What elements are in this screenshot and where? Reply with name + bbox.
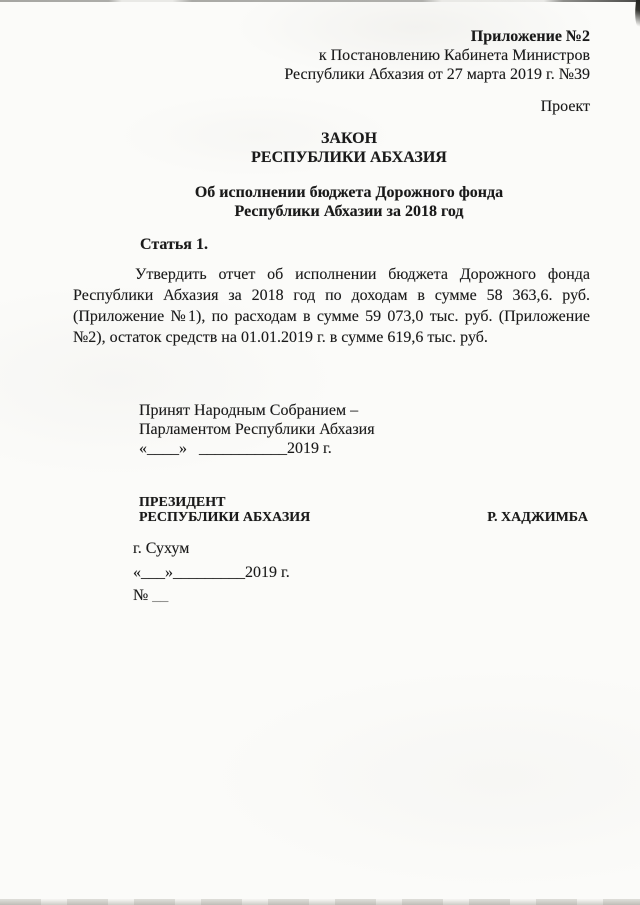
- appendix-header: [284, 27, 590, 84]
- law-subtitle-line1: Об исполнении бюджета Дорожного фонда: [194, 184, 504, 201]
- adoption-date-blank: «____» ___________2019 г.: [139, 440, 332, 457]
- adoption-line1: Принят Народным Собранием –: [139, 402, 359, 419]
- president-post-line1: ПРЕЗИДЕНТ: [139, 495, 226, 510]
- article-body-line: Республики Абхазия за 2018 год по доходам в сумме 58 363,6. руб.: [73, 287, 590, 304]
- law-subtitle-line2: Республики Абхазии за 2018 год: [234, 203, 464, 220]
- scan-top-edge-artifact: [0, 0, 640, 2]
- number-sign: №: [133, 587, 149, 604]
- president-name: Р. ХАДЖИМБА: [487, 510, 588, 525]
- article-body: [73, 264, 590, 348]
- article-body-line: Утвердить отчет об исполнении бюджета Дорожного фонда: [135, 266, 590, 283]
- signature-date-blank: «___»_________2019 г.: [133, 564, 290, 581]
- president-row: [139, 510, 588, 525]
- draft-label: Проект: [540, 98, 590, 115]
- number-blank-line: __: [152, 587, 169, 604]
- signature-block: [139, 495, 588, 525]
- scan-bottom-edge-artifact: [0, 899, 640, 905]
- law-subtitle: [73, 183, 625, 221]
- law-title-line1: ЗАКОН: [320, 130, 378, 147]
- adoption-block: [139, 401, 375, 458]
- appendix-label: Приложение №2: [470, 28, 590, 45]
- signature-city: г. Сухум: [133, 540, 190, 557]
- adoption-line2: Парламентом Республики Абхазия: [139, 421, 375, 438]
- law-title: [73, 129, 625, 167]
- law-title-line2: РЕСПУБЛИКИ АБХАЗИЯ: [251, 149, 447, 166]
- document-number-blank: [133, 586, 168, 605]
- article-body-line: №2), остаток средств на 01.01.2019 г. в сумме 619,6 тыс. руб.: [73, 329, 488, 346]
- resolution-reference-line1: к Постановлению Кабинета Министров: [318, 47, 590, 64]
- president-post-line2: РЕСПУБЛИКИ АБХАЗИЯ: [139, 510, 311, 525]
- resolution-reference-line2: Республики Абхазия от 27 марта 2019 г. №39: [284, 66, 590, 83]
- article-heading: Статья 1.: [140, 236, 208, 253]
- article-body-line: (Приложение №1), по расходам в сумме 59 073,0 тыс. руб. (Приложение: [73, 308, 590, 325]
- scan-corner-artifact: [634, 0, 640, 27]
